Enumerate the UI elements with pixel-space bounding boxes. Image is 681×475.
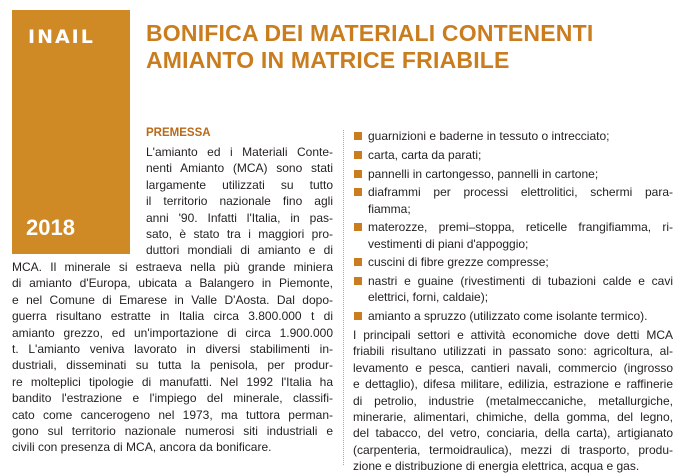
section-heading: PREMESSA <box>146 127 211 139</box>
text-line: (carpenteria, termoidraulica), mezzi di trasporto, produ- <box>353 442 673 457</box>
list-item-text: materozze, premi–stoppa, reticelle frangifiamma, ri- <box>368 220 673 235</box>
title-line: AMIANTO IN MATRICE FRIABILE <box>146 47 510 73</box>
list-item-text: carta, carta da parati; <box>368 147 482 162</box>
list-item-text: vestimenti di piani d'appoggio; <box>368 236 529 251</box>
text-line: I principali settori e attività economiche dove detti MCA <box>353 327 673 342</box>
text-line: di amianto d'Europa, ubicata a Balangero in Piemonte, <box>12 276 333 291</box>
text-line: gono sul territorio nazionale numerosi siti industriali e <box>12 424 333 439</box>
text-line: del tabacco, del vetro, conciaria, della carta), artigianato <box>353 426 673 441</box>
text-line: zione e distribuzione di energia elettrica, acqua e gas. <box>353 459 640 474</box>
text-line: amianto grezzo, ed un'importazione di circa 1.900.000 <box>12 325 333 340</box>
list-item <box>353 254 673 270</box>
text-line: anni '90. Infatti l'Italia, in pas- <box>146 210 333 225</box>
cover-color-block <box>12 10 130 254</box>
text-line: dustriali, disseminati su tutta la penisola, per produr- <box>12 358 333 373</box>
square-bullet-icon <box>354 312 362 320</box>
list-item <box>353 273 673 305</box>
text-line: sato, è stato tra i maggiori pro- <box>146 227 333 242</box>
list-item <box>353 308 673 324</box>
document-title <box>146 20 666 74</box>
square-bullet-icon <box>354 151 362 159</box>
text-line: guerra risultano estratte in Italia circa 3.800.000 t di <box>12 309 333 324</box>
text-line: L'amianto ed i Materiali Conte- <box>146 145 333 159</box>
square-bullet-icon <box>354 258 362 266</box>
text-line: cato come cancerogeno nel 1973, ma tuttora perman- <box>12 407 333 422</box>
text-line: e nel Comune di Emarese in Valle D'Aosta. Dal dopo- <box>12 292 333 307</box>
square-bullet-icon <box>354 132 362 140</box>
intro-paragraph <box>146 144 333 259</box>
text-line: levamento e pesca, cantieri navali, commercio (ingrosso <box>353 360 673 375</box>
text-line: largamente utilizzati su tutto <box>146 177 333 192</box>
list-item <box>353 128 673 144</box>
list-item-text: amianto a spruzzo (utilizzato come isolante termico). <box>368 309 648 324</box>
title-line: BONIFICA DEI MATERIALI CONTENENTI <box>146 20 594 46</box>
text-line: bandito l'estrazione e l'impiego del minerale, classifi- <box>12 391 333 406</box>
list-item <box>353 166 673 182</box>
column-divider <box>343 130 345 465</box>
text-line: di petrolio, industrie (metalmeccaniche, metallurgiche, <box>353 393 673 408</box>
inail-logo: INAIL <box>28 26 95 48</box>
list-item-text: nastri e guaine (rivestimenti di tubazioni calde e cavi <box>368 274 673 289</box>
list-item <box>353 147 673 163</box>
square-bullet-icon <box>354 223 362 231</box>
list-item-text: fiamma; <box>368 201 411 216</box>
text-line: duttori mondiali di amianto e di <box>146 243 333 258</box>
list-item-text: diaframmi per processi elettrolitici, schermi para- <box>368 185 673 200</box>
text-line: il territorio nazionale fino agli <box>146 194 333 209</box>
text-line: re molteplici tipologie di manufatti. Nel 1992 l'Italia ha <box>12 374 333 389</box>
right-column <box>353 128 673 475</box>
text-line: e dettaglio), difesa militare, edilizia, estrazione e raffinerie <box>353 377 673 392</box>
list-item-text: pannelli in cartongesso, pannelli in cartone; <box>368 166 599 181</box>
text-line: friabili risultano utilizzati in passato sono: agricoltura, al- <box>353 344 673 359</box>
text-line: civili con presenza di MCA, ancora da bonificare. <box>12 440 272 455</box>
text-line: nenti Amianto (MCA) sono stati <box>146 161 333 176</box>
square-bullet-icon <box>354 170 362 178</box>
text-line: MCA. Il minerale si estraeva nella più grande miniera <box>12 260 333 274</box>
list-item-text: cuscini di fibre grezze compresse; <box>368 255 549 270</box>
sectors-paragraph <box>353 327 673 475</box>
list-item <box>353 219 673 251</box>
square-bullet-icon <box>354 277 362 285</box>
publication-year: 2018 <box>26 215 75 240</box>
text-line: minerarie, alimentari, chimiche, della gomma, del legno, <box>353 410 673 425</box>
list-item-text: elettrici, forni, caldaie); <box>368 290 489 305</box>
body-paragraph <box>12 259 333 456</box>
materials-list <box>353 128 673 324</box>
list-item <box>353 184 673 216</box>
list-item-text: guarnizioni e baderne in tessuto o intrecciato; <box>368 129 610 143</box>
text-line: t. L'amianto veniva lavorato in diversi stabilimenti in- <box>12 342 333 357</box>
square-bullet-icon <box>354 188 362 196</box>
